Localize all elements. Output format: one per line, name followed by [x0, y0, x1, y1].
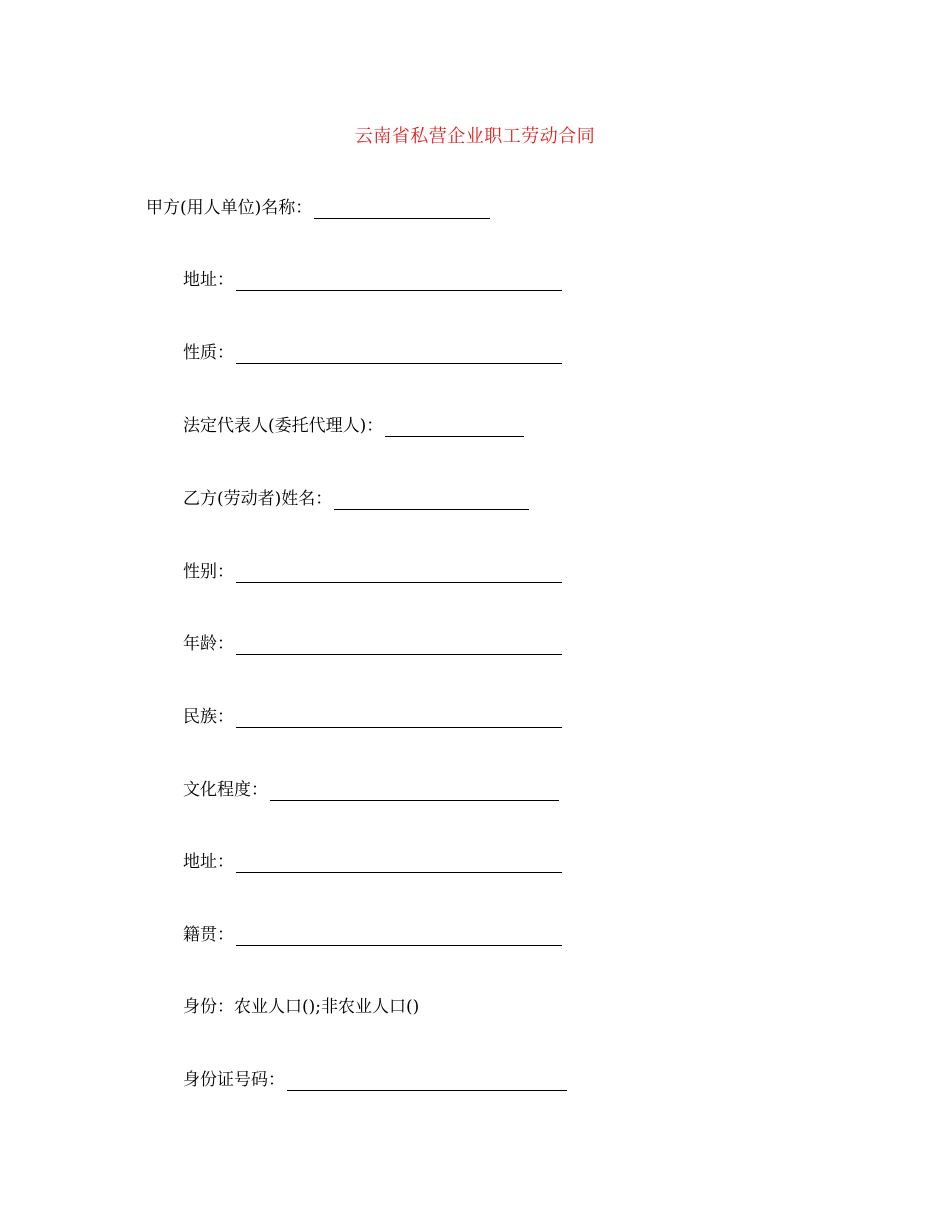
party-b-gender-label: 性别：	[183, 562, 234, 582]
party-a-legal-rep-field	[183, 415, 524, 437]
party-b-origin-label: 籍贯：	[183, 925, 234, 945]
document-title: 云南省私营企业职工劳动合同	[354, 126, 596, 147]
party-b-id-number-label: 身份证号码：	[183, 1070, 285, 1090]
party-b-ethnicity-label: 民族：	[183, 707, 234, 727]
party-a-legal-rep-blank[interactable]	[385, 416, 524, 437]
party-b-ethnicity-field	[183, 706, 562, 728]
party-b-ethnicity-blank[interactable]	[236, 707, 562, 728]
party-a-address-label: 地址：	[183, 270, 234, 290]
party-a-name-blank[interactable]	[314, 198, 490, 219]
party-b-education-blank[interactable]	[270, 780, 559, 801]
party-a-name-field	[146, 197, 490, 219]
party-a-nature-blank[interactable]	[236, 343, 562, 364]
party-a-address-blank[interactable]	[236, 270, 562, 291]
party-b-name-label: 乙方(劳动者)姓名：	[183, 489, 333, 509]
party-b-education-field	[183, 779, 559, 801]
party-b-address-label: 地址：	[183, 852, 234, 872]
party-a-nature-label: 性质：	[183, 343, 234, 363]
party-b-age-blank[interactable]	[236, 634, 562, 655]
party-b-id-number-blank[interactable]	[287, 1070, 567, 1091]
party-b-status-field	[183, 996, 419, 1018]
party-b-origin-blank[interactable]	[236, 925, 562, 946]
party-b-education-label: 文化程度：	[183, 780, 268, 800]
party-a-legal-rep-label: 法定代表人(委托代理人)：	[183, 416, 384, 436]
party-a-address-field	[183, 269, 562, 291]
party-b-id-number-field	[183, 1069, 567, 1091]
party-a-nature-field	[183, 342, 562, 364]
party-b-origin-field	[183, 924, 562, 946]
party-b-name-blank[interactable]	[334, 489, 529, 510]
party-b-name-field	[183, 488, 529, 510]
party-b-address-blank[interactable]	[236, 852, 562, 873]
party-b-status-label: 身份：农业人口();非农业人口()	[183, 997, 420, 1017]
party-b-age-label: 年龄：	[183, 634, 234, 654]
party-b-age-field	[183, 633, 562, 655]
party-b-gender-blank[interactable]	[236, 562, 562, 583]
party-a-name-label: 甲方(用人单位)名称：	[146, 198, 313, 218]
party-b-address-field	[183, 851, 562, 873]
party-b-gender-field	[183, 561, 562, 583]
